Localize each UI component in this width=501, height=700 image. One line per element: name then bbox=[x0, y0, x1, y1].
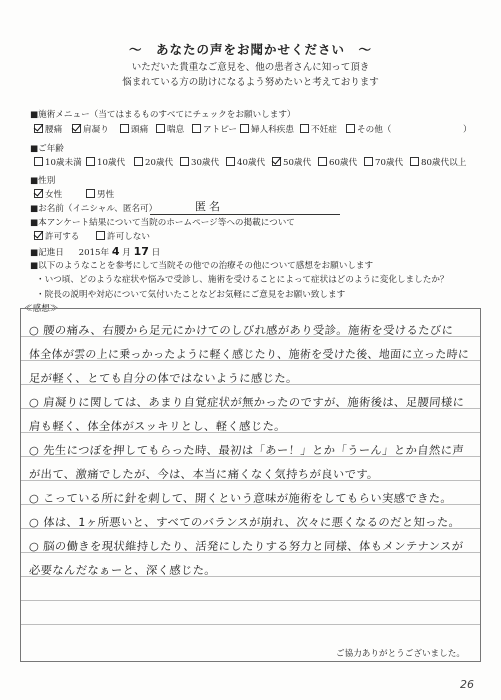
checkbox-checked-icon[interactable] bbox=[34, 231, 43, 240]
age-option[interactable]: 20歳代 bbox=[134, 156, 173, 168]
publish-option[interactable]: 許可しない bbox=[96, 230, 150, 242]
publish-heading: ■本アンケート結果について当院のホームページ等への掲載について bbox=[30, 218, 295, 228]
impression-line: ○ 肩凝りに関しては、あまり自覚症状が無かったのですが、施術後は、足腰同様に bbox=[28, 396, 465, 409]
age-option[interactable]: 80歳代以上 bbox=[410, 156, 466, 168]
age-option[interactable]: 30歳代 bbox=[180, 156, 219, 168]
page-number: 26 bbox=[460, 678, 474, 691]
date-label: ■記進日 bbox=[30, 248, 64, 258]
checkbox-icon[interactable] bbox=[34, 157, 43, 166]
impression-line: 足が軽く、とても自分の体ではないように感じた。 bbox=[28, 372, 299, 385]
impression-line: ○ 先生につぼを押してもらった時、最初は「あー！」とか「うーん」とか自然に声 bbox=[28, 444, 465, 457]
checkbox-icon[interactable] bbox=[410, 157, 419, 166]
age-option[interactable]: 40歳代 bbox=[226, 156, 265, 168]
checkbox-icon[interactable] bbox=[86, 157, 95, 166]
checkbox-checked-icon[interactable] bbox=[34, 124, 43, 133]
impression-line: ○ 脳の働きを現状維持したり、活発にしたりする努力と同様、体もメンテナンスが bbox=[28, 540, 464, 553]
impression-line: ○ 体は、1ヶ所悪いと、すべてのバランスが崩れ、次々に悪くなるのだと知った。 bbox=[28, 516, 461, 529]
date-month: 4 bbox=[111, 245, 120, 258]
menu-option[interactable]: 腰痛 bbox=[34, 123, 62, 135]
impression-line: が出て、激痛でしたが、今は、本当に痛くなく気持ちが良いです。 bbox=[28, 468, 380, 481]
gender-option[interactable]: 男性 bbox=[86, 188, 114, 200]
intro-text bbox=[0, 60, 501, 90]
impression-line: 必要なんだなぁーと、深く感じた。 bbox=[28, 564, 217, 577]
checkbox-icon[interactable] bbox=[240, 124, 249, 133]
age-options bbox=[30, 156, 480, 168]
prompt-bullet: ・いつ頃、どのような症状や悩みで受診し、施術を受けることによって症状はどのように変化しましたか？ bbox=[36, 275, 449, 285]
date-row bbox=[30, 245, 160, 258]
impression-line: ○ こっている所に針を刺して、開くという意味が施術をしてもらい実感できた。 bbox=[28, 492, 453, 505]
menu-option[interactable]: 肩凝り bbox=[72, 123, 109, 135]
impressions-heading: ≪感想≫ bbox=[24, 304, 59, 314]
menu-option-other[interactable]: その他（ bbox=[346, 123, 391, 135]
checkbox-icon[interactable] bbox=[226, 157, 235, 166]
age-option[interactable]: 60歳代 bbox=[318, 156, 357, 168]
checkbox-icon[interactable] bbox=[300, 124, 309, 133]
checkbox-icon[interactable] bbox=[86, 189, 95, 198]
menu-heading: ■施術メニュー（当てはまるものすべてにチェックをお願いします） bbox=[30, 110, 296, 120]
checkbox-icon[interactable] bbox=[364, 157, 373, 166]
checkbox-icon[interactable] bbox=[156, 124, 165, 133]
name-value: 匿名 bbox=[195, 200, 223, 213]
date-year: 2015年 bbox=[78, 248, 110, 258]
date-day-unit: 日 bbox=[151, 248, 161, 258]
impressions-box[interactable] bbox=[20, 308, 481, 662]
name-field[interactable] bbox=[150, 203, 340, 215]
publish-option[interactable]: 許可する bbox=[34, 230, 79, 242]
age-option[interactable]: 10歳代 bbox=[86, 156, 125, 168]
checkbox-icon[interactable] bbox=[134, 157, 143, 166]
menu-option[interactable]: 婦人科疾患 bbox=[240, 123, 294, 135]
age-option[interactable]: 70歳代 bbox=[364, 156, 403, 168]
checkbox-checked-icon[interactable] bbox=[34, 189, 43, 198]
impressions-prompt-heading: ■以下のようなことを参考にして当院その他での治療その他について感想をお願いします bbox=[30, 261, 374, 271]
checkbox-checked-icon[interactable] bbox=[272, 157, 281, 166]
name-row bbox=[30, 202, 480, 216]
publish-options bbox=[30, 230, 230, 242]
thanks-text: ご協力ありがとうございました。 bbox=[336, 649, 465, 659]
age-heading: ■ご年齢 bbox=[30, 144, 64, 154]
menu-option[interactable]: 頭痛 bbox=[120, 123, 148, 135]
prompt-bullet: ・院長の説明や対応について気付いたことなどお気軽にご意見をお願い致します bbox=[36, 290, 346, 300]
page-title: 〜 あなたの声をお聞かせください 〜 bbox=[128, 42, 372, 57]
other-close-paren: ） bbox=[463, 125, 472, 135]
gender-heading: ■性別 bbox=[30, 176, 56, 186]
gender-option[interactable]: 女性 bbox=[34, 188, 62, 200]
menu-option[interactable]: アトピー bbox=[192, 123, 237, 135]
age-option[interactable]: 10歳未満 bbox=[34, 156, 82, 168]
impression-line: ○ 腰の痛み、右腰から足元にかけてのしびれ感があり受診。施術を受けるたびに bbox=[28, 324, 454, 337]
date-month-unit: 月 bbox=[122, 248, 131, 258]
impression-line: 肩も軽く、体全体がスッキリとし、軽く感じた。 bbox=[28, 420, 287, 433]
intro-line: 悩まれている方の助けになるよう努めたいと考えております bbox=[122, 77, 379, 88]
checkbox-checked-icon[interactable] bbox=[72, 124, 81, 133]
menu-option[interactable]: 喘息 bbox=[156, 123, 184, 135]
impression-line: 体全体が雲の上に乗っかったように軽く感じたり、施術を受けた後、地面に立った時に bbox=[28, 348, 470, 361]
checkbox-icon[interactable] bbox=[96, 231, 105, 240]
ruled-line bbox=[21, 624, 480, 625]
age-option[interactable]: 50歳代 bbox=[272, 156, 311, 168]
checkbox-icon[interactable] bbox=[318, 157, 327, 166]
date-day: 17 bbox=[133, 245, 149, 258]
intro-line: いただいた貴重なご意見を、他の患者さんに知って頂き bbox=[131, 62, 370, 73]
menu-options bbox=[30, 123, 480, 135]
checkbox-icon[interactable] bbox=[180, 157, 189, 166]
checkbox-icon[interactable] bbox=[120, 124, 129, 133]
menu-option[interactable]: 不妊症 bbox=[300, 123, 337, 135]
ruled-line bbox=[21, 600, 480, 601]
checkbox-icon[interactable] bbox=[346, 124, 355, 133]
name-label: ■お名前（イニシャル、匿名可） bbox=[30, 204, 158, 214]
checkbox-icon[interactable] bbox=[192, 124, 201, 133]
